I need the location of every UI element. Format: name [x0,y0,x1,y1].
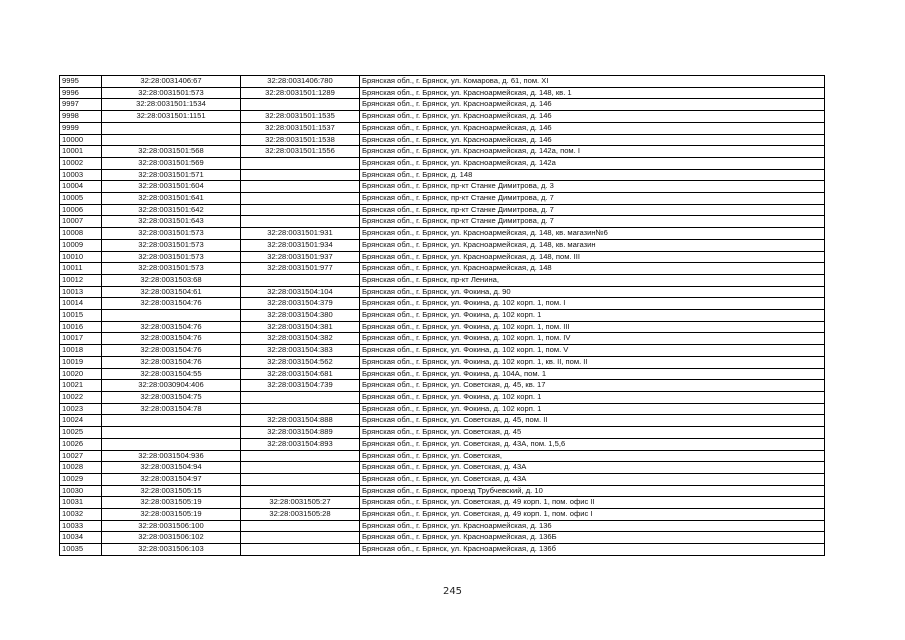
address-cell: Брянская обл., г. Брянск, ул. Красноармейская, д. 146 [360,111,825,123]
object-cadastral-number-cell: 32:28:0031501:1537 [241,122,360,134]
table-row [60,298,825,310]
row-number-cell: 9997 [60,99,102,111]
cadastral-number-cell [102,415,241,427]
table-row [60,368,825,380]
object-cadastral-number-cell: 32:28:0031505:27 [241,497,360,509]
row-number-cell: 10025 [60,427,102,439]
page-number: 245 [442,586,463,597]
table-row [60,263,825,275]
address-cell: Брянская обл., г. Брянск, ул. Красноармейская, д. 146 [360,122,825,134]
row-number-cell: 10024 [60,415,102,427]
object-cadastral-number-cell [241,216,360,228]
cadastral-number-cell: 32:28:0031501:641 [102,193,241,205]
object-cadastral-number-cell: 32:28:0031504:888 [241,415,360,427]
row-number-cell: 10003 [60,169,102,181]
cadastral-number-cell: 32:28:0031504:76 [102,298,241,310]
row-number-cell: 10035 [60,544,102,556]
row-number-cell: 10005 [60,193,102,205]
table-row [60,251,825,263]
cadastral-number-cell: 32:28:0031505:19 [102,497,241,509]
row-number-cell: 10028 [60,462,102,474]
table-row [60,485,825,497]
row-number-cell: 10010 [60,251,102,263]
address-cell: Брянская обл., г. Брянск, ул. Фокина, д. 102 корп. 1 [360,310,825,322]
address-cell: Брянская обл., г. Брянск, ул. Фокина, д. 102 корп. 1, кв. II, пом. II [360,356,825,368]
object-cadastral-number-cell: 32:28:0031501:1289 [241,87,360,99]
table-row [60,345,825,357]
address-cell: Брянская обл., г. Брянск, ул. Советская, д. 45, пом. II [360,415,825,427]
object-cadastral-number-cell: 32:28:0031501:937 [241,251,360,263]
object-cadastral-number-cell: 32:28:0031505:28 [241,509,360,521]
row-number-cell: 10026 [60,438,102,450]
row-number-cell: 10015 [60,310,102,322]
object-cadastral-number-cell: 32:28:0031504:380 [241,310,360,322]
table-row [60,310,825,322]
object-cadastral-number-cell: 32:28:0031504:681 [241,368,360,380]
table-row [60,333,825,345]
cadastral-number-cell [102,134,241,146]
row-number-cell: 10017 [60,333,102,345]
table-row [60,76,825,88]
address-cell: Брянская обл., г. Брянск, ул. Красноармейская, д. 142а, пом. I [360,146,825,158]
table-row [60,356,825,368]
address-cell: Брянская обл., г. Брянск, ул. Фокина, д. 102 корп. 1, пом. IV [360,333,825,345]
table-row [60,391,825,403]
cadastral-number-cell: 32:28:0031506:100 [102,520,241,532]
object-cadastral-number-cell: 32:28:0031501:931 [241,228,360,240]
cadastral-number-cell: 32:28:0031501:604 [102,181,241,193]
address-cell: Брянская обл., г. Брянск, ул. Фокина, д. 102 корп. 1, пом. V [360,345,825,357]
table-row [60,169,825,181]
row-number-cell: 10012 [60,274,102,286]
cadastral-number-cell: 32:28:0031501:643 [102,216,241,228]
row-number-cell: 10018 [60,345,102,357]
address-cell: Брянская обл., г. Брянск, ул. Фокина, д. 90 [360,286,825,298]
address-cell: Брянская обл., г. Брянск, ул. Красноармейская, д. 136 [360,520,825,532]
table-row [60,181,825,193]
cadastral-number-cell: 32:28:0031501:569 [102,157,241,169]
address-cell: Брянская обл., г. Брянск, ул. Фокина, д. 102 корп. 1, пом. I [360,298,825,310]
object-cadastral-number-cell: 32:28:0031504:381 [241,321,360,333]
object-cadastral-number-cell [241,99,360,111]
cadastral-number-cell: 32:28:0031501:573 [102,263,241,275]
table-row [60,99,825,111]
table-row [60,111,825,123]
row-number-cell: 10000 [60,134,102,146]
cadastral-number-cell: 32:28:0031501:573 [102,239,241,251]
row-number-cell: 10023 [60,403,102,415]
table-row [60,380,825,392]
cadastral-number-cell [102,438,241,450]
address-cell: Брянская обл., г. Брянск, проезд Трубчевский, д. 10 [360,485,825,497]
table-row [60,520,825,532]
object-cadastral-number-cell: 32:28:0031501:1556 [241,146,360,158]
cadastral-number-cell: 32:28:0031501:568 [102,146,241,158]
object-cadastral-number-cell [241,181,360,193]
cadastral-number-cell: 32:28:0031501:573 [102,228,241,240]
address-cell: Брянская обл., г. Брянск, ул. Красноармейская, д. 142а [360,157,825,169]
cadastral-number-cell: 32:28:0031504:76 [102,333,241,345]
object-cadastral-number-cell: 32:28:0031504:739 [241,380,360,392]
object-cadastral-number-cell [241,169,360,181]
cadastral-number-cell: 32:28:0030904:406 [102,380,241,392]
address-cell: Брянская обл., г. Брянск, ул. Советская, д. 49 корп. 1, пом. офис II [360,497,825,509]
table-row [60,450,825,462]
object-cadastral-number-cell: 32:28:0031504:379 [241,298,360,310]
table-row [60,462,825,474]
cadastral-number-cell: 32:28:0031504:76 [102,321,241,333]
cadastral-number-cell: 32:28:0031506:102 [102,532,241,544]
object-cadastral-number-cell [241,462,360,474]
cadastral-number-cell: 32:28:0031501:1534 [102,99,241,111]
registry-table [59,75,825,556]
cadastral-number-cell [102,427,241,439]
address-cell: Брянская обл., г. Брянск, ул. Советская, д. 43А, пом. 1,5,6 [360,438,825,450]
table-row [60,228,825,240]
address-cell: Брянская обл., г. Брянск, ул. Советская, [360,450,825,462]
object-cadastral-number-cell: 32:28:0031504:104 [241,286,360,298]
table-row [60,509,825,521]
address-cell: Брянская обл., г. Брянск, ул. Советская, д. 49 корп. 1, пом. офис I [360,509,825,521]
address-cell: Брянская обл., г. Брянск, д. 148 [360,169,825,181]
cadastral-number-cell: 32:28:0031504:75 [102,391,241,403]
object-cadastral-number-cell: 32:28:0031501:1535 [241,111,360,123]
row-number-cell: 10004 [60,181,102,193]
row-number-cell: 10013 [60,286,102,298]
object-cadastral-number-cell: 32:28:0031504:382 [241,333,360,345]
row-number-cell: 9996 [60,87,102,99]
cadastral-number-cell [102,310,241,322]
address-cell: Брянская обл., г. Брянск, ул. Комарова, д. 61, пом. XI [360,76,825,88]
table-row [60,134,825,146]
object-cadastral-number-cell [241,450,360,462]
row-number-cell: 9995 [60,76,102,88]
cadastral-number-cell: 32:28:0031504:55 [102,368,241,380]
row-number-cell: 10027 [60,450,102,462]
cadastral-number-cell: 32:28:0031504:94 [102,462,241,474]
cadastral-number-cell [102,122,241,134]
object-cadastral-number-cell [241,193,360,205]
address-cell: Брянская обл., г. Брянск, ул. Красноармейская, д. 136б [360,544,825,556]
cadastral-number-cell: 32:28:0031505:15 [102,485,241,497]
cadastral-number-cell: 32:28:0031406:67 [102,76,241,88]
cadastral-number-cell: 32:28:0031506:103 [102,544,241,556]
table-row [60,239,825,251]
object-cadastral-number-cell [241,157,360,169]
table-row [60,497,825,509]
row-number-cell: 9999 [60,122,102,134]
cadastral-number-cell: 32:28:0031504:78 [102,403,241,415]
address-cell: Брянская обл., г. Брянск, ул. Красноармейская, д. 148, кв. магазин [360,239,825,251]
table-row [60,122,825,134]
object-cadastral-number-cell: 32:28:0031504:562 [241,356,360,368]
address-cell: Брянская обл., г. Брянск, ул. Фокина, д. 102 корп. 1 [360,403,825,415]
cadastral-number-cell: 32:28:0031505:19 [102,509,241,521]
address-cell: Брянская обл., г. Брянск, ул. Советская, д. 45, кв. 17 [360,380,825,392]
object-cadastral-number-cell [241,473,360,485]
cadastral-number-cell: 32:28:0031501:573 [102,87,241,99]
address-cell: Брянская обл., г. Брянск, ул. Фокина, д. 102 корп. 1, пом. III [360,321,825,333]
row-number-cell: 10031 [60,497,102,509]
object-cadastral-number-cell [241,520,360,532]
table-row [60,87,825,99]
object-cadastral-number-cell: 32:28:0031504:893 [241,438,360,450]
table-row [60,473,825,485]
cadastral-number-cell: 32:28:0031501:1151 [102,111,241,123]
row-number-cell: 10029 [60,473,102,485]
table-body [60,76,825,556]
object-cadastral-number-cell: 32:28:0031504:383 [241,345,360,357]
cadastral-number-cell: 32:28:0031504:61 [102,286,241,298]
row-number-cell: 10016 [60,321,102,333]
row-number-cell: 10020 [60,368,102,380]
object-cadastral-number-cell [241,532,360,544]
table-row [60,204,825,216]
address-cell: Брянская обл., г. Брянск, пр-кт Станке Димитрова, д. 7 [360,193,825,205]
table-row [60,427,825,439]
address-cell: Брянская обл., г. Брянск, ул. Красноармейская, д. 146 [360,134,825,146]
table-row [60,146,825,158]
row-number-cell: 10033 [60,520,102,532]
row-number-cell: 9998 [60,111,102,123]
address-cell: Брянская обл., г. Брянск, ул. Красноармейская, д. 148, кв. магазин№6 [360,228,825,240]
object-cadastral-number-cell [241,274,360,286]
table-row [60,216,825,228]
cadastral-number-cell: 32:28:0031504:76 [102,345,241,357]
table-row [60,438,825,450]
object-cadastral-number-cell: 32:28:0031501:1538 [241,134,360,146]
address-cell: Брянская обл., г. Брянск, пр-кт Станке Димитрова, д. 7 [360,216,825,228]
row-number-cell: 10019 [60,356,102,368]
address-cell: Брянская обл., г. Брянск, пр-кт Станке Димитрова, д. 3 [360,181,825,193]
row-number-cell: 10011 [60,263,102,275]
address-cell: Брянская обл., г. Брянск, ул. Фокина, д. 104А, пом. 1 [360,368,825,380]
cadastral-number-cell: 32:28:0031504:936 [102,450,241,462]
row-number-cell: 10007 [60,216,102,228]
object-cadastral-number-cell: 32:28:0031406:780 [241,76,360,88]
table-row [60,321,825,333]
address-cell: Брянская обл., г. Брянск, ул. Советская, д. 45 [360,427,825,439]
object-cadastral-number-cell [241,204,360,216]
address-cell: Брянская обл., г. Брянск, ул. Красноармейская, д. 148, кв. 1 [360,87,825,99]
object-cadastral-number-cell: 32:28:0031504:889 [241,427,360,439]
row-number-cell: 10032 [60,509,102,521]
object-cadastral-number-cell [241,485,360,497]
address-cell: Брянская обл., г. Брянск, ул. Фокина, д. 102 корп. 1 [360,391,825,403]
row-number-cell: 10021 [60,380,102,392]
object-cadastral-number-cell [241,391,360,403]
address-cell: Брянская обл., г. Брянск, ул. Красноармейская, д. 146 [360,99,825,111]
cadastral-number-cell: 32:28:0031503:68 [102,274,241,286]
table-row [60,193,825,205]
cadastral-number-cell: 32:28:0031504:97 [102,473,241,485]
row-number-cell: 10001 [60,146,102,158]
table-row [60,286,825,298]
row-number-cell: 10022 [60,391,102,403]
object-cadastral-number-cell [241,403,360,415]
address-cell: Брянская обл., г. Брянск, ул. Советская, д. 43А [360,462,825,474]
address-cell: Брянская обл., г. Брянск, пр-кт Станке Димитрова, д. 7 [360,204,825,216]
object-cadastral-number-cell: 32:28:0031501:977 [241,263,360,275]
row-number-cell: 10006 [60,204,102,216]
address-cell: Брянская обл., г. Брянск, пр-кт Ленина, [360,274,825,286]
cadastral-number-cell: 32:28:0031501:571 [102,169,241,181]
table-row [60,157,825,169]
cadastral-number-cell: 32:28:0031501:642 [102,204,241,216]
cadastral-number-cell: 32:28:0031501:573 [102,251,241,263]
address-cell: Брянская обл., г. Брянск, ул. Красноармейская, д. 148 [360,263,825,275]
table-row [60,415,825,427]
row-number-cell: 10030 [60,485,102,497]
table-row [60,532,825,544]
row-number-cell: 10009 [60,239,102,251]
address-cell: Брянская обл., г. Брянск, ул. Советская, д. 43А [360,473,825,485]
row-number-cell: 10034 [60,532,102,544]
address-cell: Брянская обл., г. Брянск, ул. Красноармейская, д. 136Б [360,532,825,544]
object-cadastral-number-cell: 32:28:0031501:934 [241,239,360,251]
address-cell: Брянская обл., г. Брянск, ул. Красноармейская, д. 148, пом. III [360,251,825,263]
table-row [60,274,825,286]
object-cadastral-number-cell [241,544,360,556]
cadastral-number-cell: 32:28:0031504:76 [102,356,241,368]
table-row [60,403,825,415]
row-number-cell: 10014 [60,298,102,310]
row-number-cell: 10002 [60,157,102,169]
table-row [60,544,825,556]
row-number-cell: 10008 [60,228,102,240]
